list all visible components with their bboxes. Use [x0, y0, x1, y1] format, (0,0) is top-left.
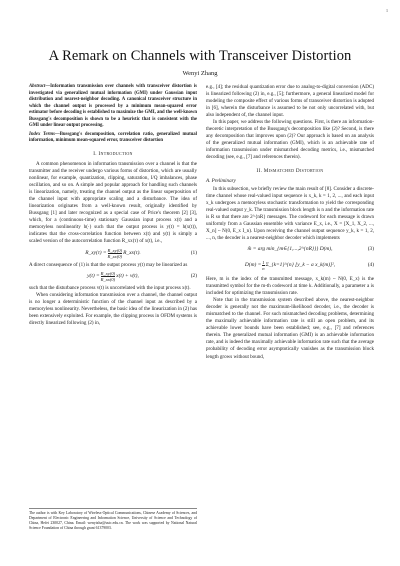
equation-1: [29, 248, 197, 260]
subsection-heading-preliminary: A. Preliminary: [206, 177, 236, 184]
paper-title: A Remark on Channels with Transceiver Distortion: [48, 48, 352, 64]
eq4-lhs: D(m) =: [244, 262, 262, 269]
eq2-rhs: x(t) + v(t),: [116, 273, 139, 280]
eq3-number: (3): [367, 246, 374, 253]
eq1-fraction: [108, 248, 123, 259]
index-terms-label: Index Terms: [29, 131, 55, 137]
section-heading-introduction: I. Introduction: [93, 150, 133, 157]
body-paragraph: In this subsection, we briefly review the main result of [8]. Consider a discrete-time channel whose real-valued input sequence is x_k, k = 1, 2, ..., and each input x_k undergoes a memoryless stochastic transformation to yield the corresponding real-valued output y_k. The transmission block length is n and the information rate is R so that there are 2^{nR} messages. The codeword for each message is drawn uniformly from a Gaussian ensemble with variance E_x, i.e., X = [X_1, X_2, ..., X_n] ~ N(0, E_x I_n). Upon receiving the channel output sequence y_k, k = 1, 2, ..., n, the decoder is a nearest-neighbor decoder which implements: [206, 185, 374, 241]
intro-paragraph: A direct consequence of (1) is that the output process y(t) may be linearized as: [29, 261, 188, 268]
eq4-number: (4): [367, 262, 374, 269]
eq2-fraction: [101, 271, 116, 282]
eq4-denominator: n: [262, 266, 265, 272]
body-paragraph: Here, m is the index of the transmitted message, x_k(m) ~ N(0, E_x) is the transmitted symbol for the m-th codeword at time k. Additionally, a parameter a is included for optimizing the transmission rate.: [206, 275, 374, 297]
footnote-affiliation: The author is with Key Laboratory of Wireless-Optical Communications, Chinese Academy of Sciences, and Department of Electronic Engineering and Information Science, University of Science and Technology of China, Hefei 230027, China. Email: wenyizha@ustc.edu.cn. The work was supported by National Natural Science Foundation of China through grant 61379003.: [29, 508, 197, 531]
intro-paragraph: A common phenomenon in information transmission over a channel is that the transmitter and the receiver undergo various forms of distortion, which are usually nonlinear, for example, quantization, clipping, saturation, I/Q imbalances, phase oscillation, and so on. A simple and popular approach for handling such channels is linearization, namely, treating the channel output as the linear superposition of the channel input with appropriate scaling and a disturbance. The idea of linearization originates from a well-known result, originally identified by Bussgang [1] and later recognized as a special case of Price's theorem [2] [3], which, for a (continuous-time) stationary Gaussian input process x(t) and a memoryless nonlinearity h(·) such that the output process is y(t) = h(x(t)), indicates that the cross-correlation function between x(t) and y(t) is simply a scaled version of the autocorrelation function R_xx(τ) of x(t), i.e.,: [29, 160, 197, 245]
section-heading-mismatched-distortion: II. Mismatched Distortion: [256, 167, 324, 174]
right-column: [206, 84, 374, 361]
abstract: [29, 84, 197, 130]
eq2-number: (2): [190, 273, 197, 280]
eq1-numerator: R_xy(0): [107, 248, 123, 254]
intro-paragraph: When considering information transmission over a channel, the channel output is no longer a deterministic function of the channel input as described by a memoryless nonlinearity. Nevertheless, the basic idea of the linearization in (2) has been extensively exploited. For example, the clipping process in OFDM systems is directly linearized following (2) in,: [29, 291, 197, 326]
eq1-denominator: R_xx(0): [107, 254, 123, 260]
page-number: 1: [386, 8, 388, 13]
equation-2: [29, 271, 197, 283]
body-paragraph: e.g., [4]; the residual quantization error due to analog-to-digital conversion (ADC) is linearized following (2) in, e.g., [5]; furthermore, a general linearized model for modeling the composite effect of various forms of transceiver distortion is adopted in [6], wherein the disturbance is assumed to be not only uncorrelated with, but also independent of, the channel input.: [206, 84, 374, 119]
eq2-lhs: y(t) =: [87, 273, 100, 280]
index-terms-text: —Bussgang's decomposition, correlation ratio, generalized mutual information, minimum mean-squared error, transceiver distortion: [29, 131, 197, 144]
body-paragraph: In this paper, we address the following questions. First, is there an information-theoretic interpretation of the Bussgang's decomposition like (2)? Second, is there any decomposition that improves upon (2)? Our approach is based on an analysis of the generalized mutual information (GMI), which is an achievable rate of information transmission under mismatched decoding metrics, i.e., mismatched decoding (see, e.g., [7] and references therein).: [206, 119, 374, 161]
body-paragraph: Note that in the transmission system described above, the nearest-neighbor decoder is generally not the maximum-likelihood decoder, i.e., the decoder is mismatched to the channel. For such mismatched decoding problems, determining the maximally achievable information rate is still an open problem, and its achievable lower bounds have been established; see, e.g., [7] and references therein. The generalized mutual information (GMI) is an achievable information rate, and is indeed the maximally achievable information rate such that the average probability of decoding error asymptotically vanishes as the transmission block length grows without bound,: [206, 297, 374, 360]
author-name: Wenyi Zhang: [182, 70, 218, 77]
abstract-label: Abstract: [29, 84, 46, 89]
eq2-numerator: R_xy(0): [100, 271, 116, 277]
left-column: [29, 84, 197, 327]
eq4-fraction: [262, 260, 264, 271]
eq1-lhs: R_xy(τ) =: [85, 250, 107, 256]
eq4-rhs: Σ_{k=1}^{n} [y_k − a x_k(m)]²,: [265, 262, 336, 269]
abstract-text: —Information transmission over channels with transceiver distortion is investigated via generalized mutual information (GMI) under Gaussian input distribution and nearest-neighbor decoding. A canonical transceiver structure in which the channel output is processed by a minimum mean-squared error estimator before decoding is established to maximize the GMI, and the well-known Bussgang's decomposition is shown to be a heuristic that is consistent with the GMI under linear output processing.: [29, 84, 197, 129]
eq1-number: (1): [190, 250, 197, 256]
eq2-denominator: R_xx(0): [100, 277, 116, 283]
index-terms: [29, 132, 197, 145]
equation-3: [206, 244, 374, 256]
eq4-numerator: 1: [262, 260, 265, 266]
eq1-rhs: R_xx(τ).: [123, 250, 141, 256]
equation-4: [206, 258, 374, 274]
intro-paragraph: such that the disturbance process v(t) is uncorrelated with the input process x(t).: [29, 284, 191, 291]
eq3-body: m̂ = arg min_{m∈{1,...,2^{nR}}} D(m),: [247, 246, 333, 253]
